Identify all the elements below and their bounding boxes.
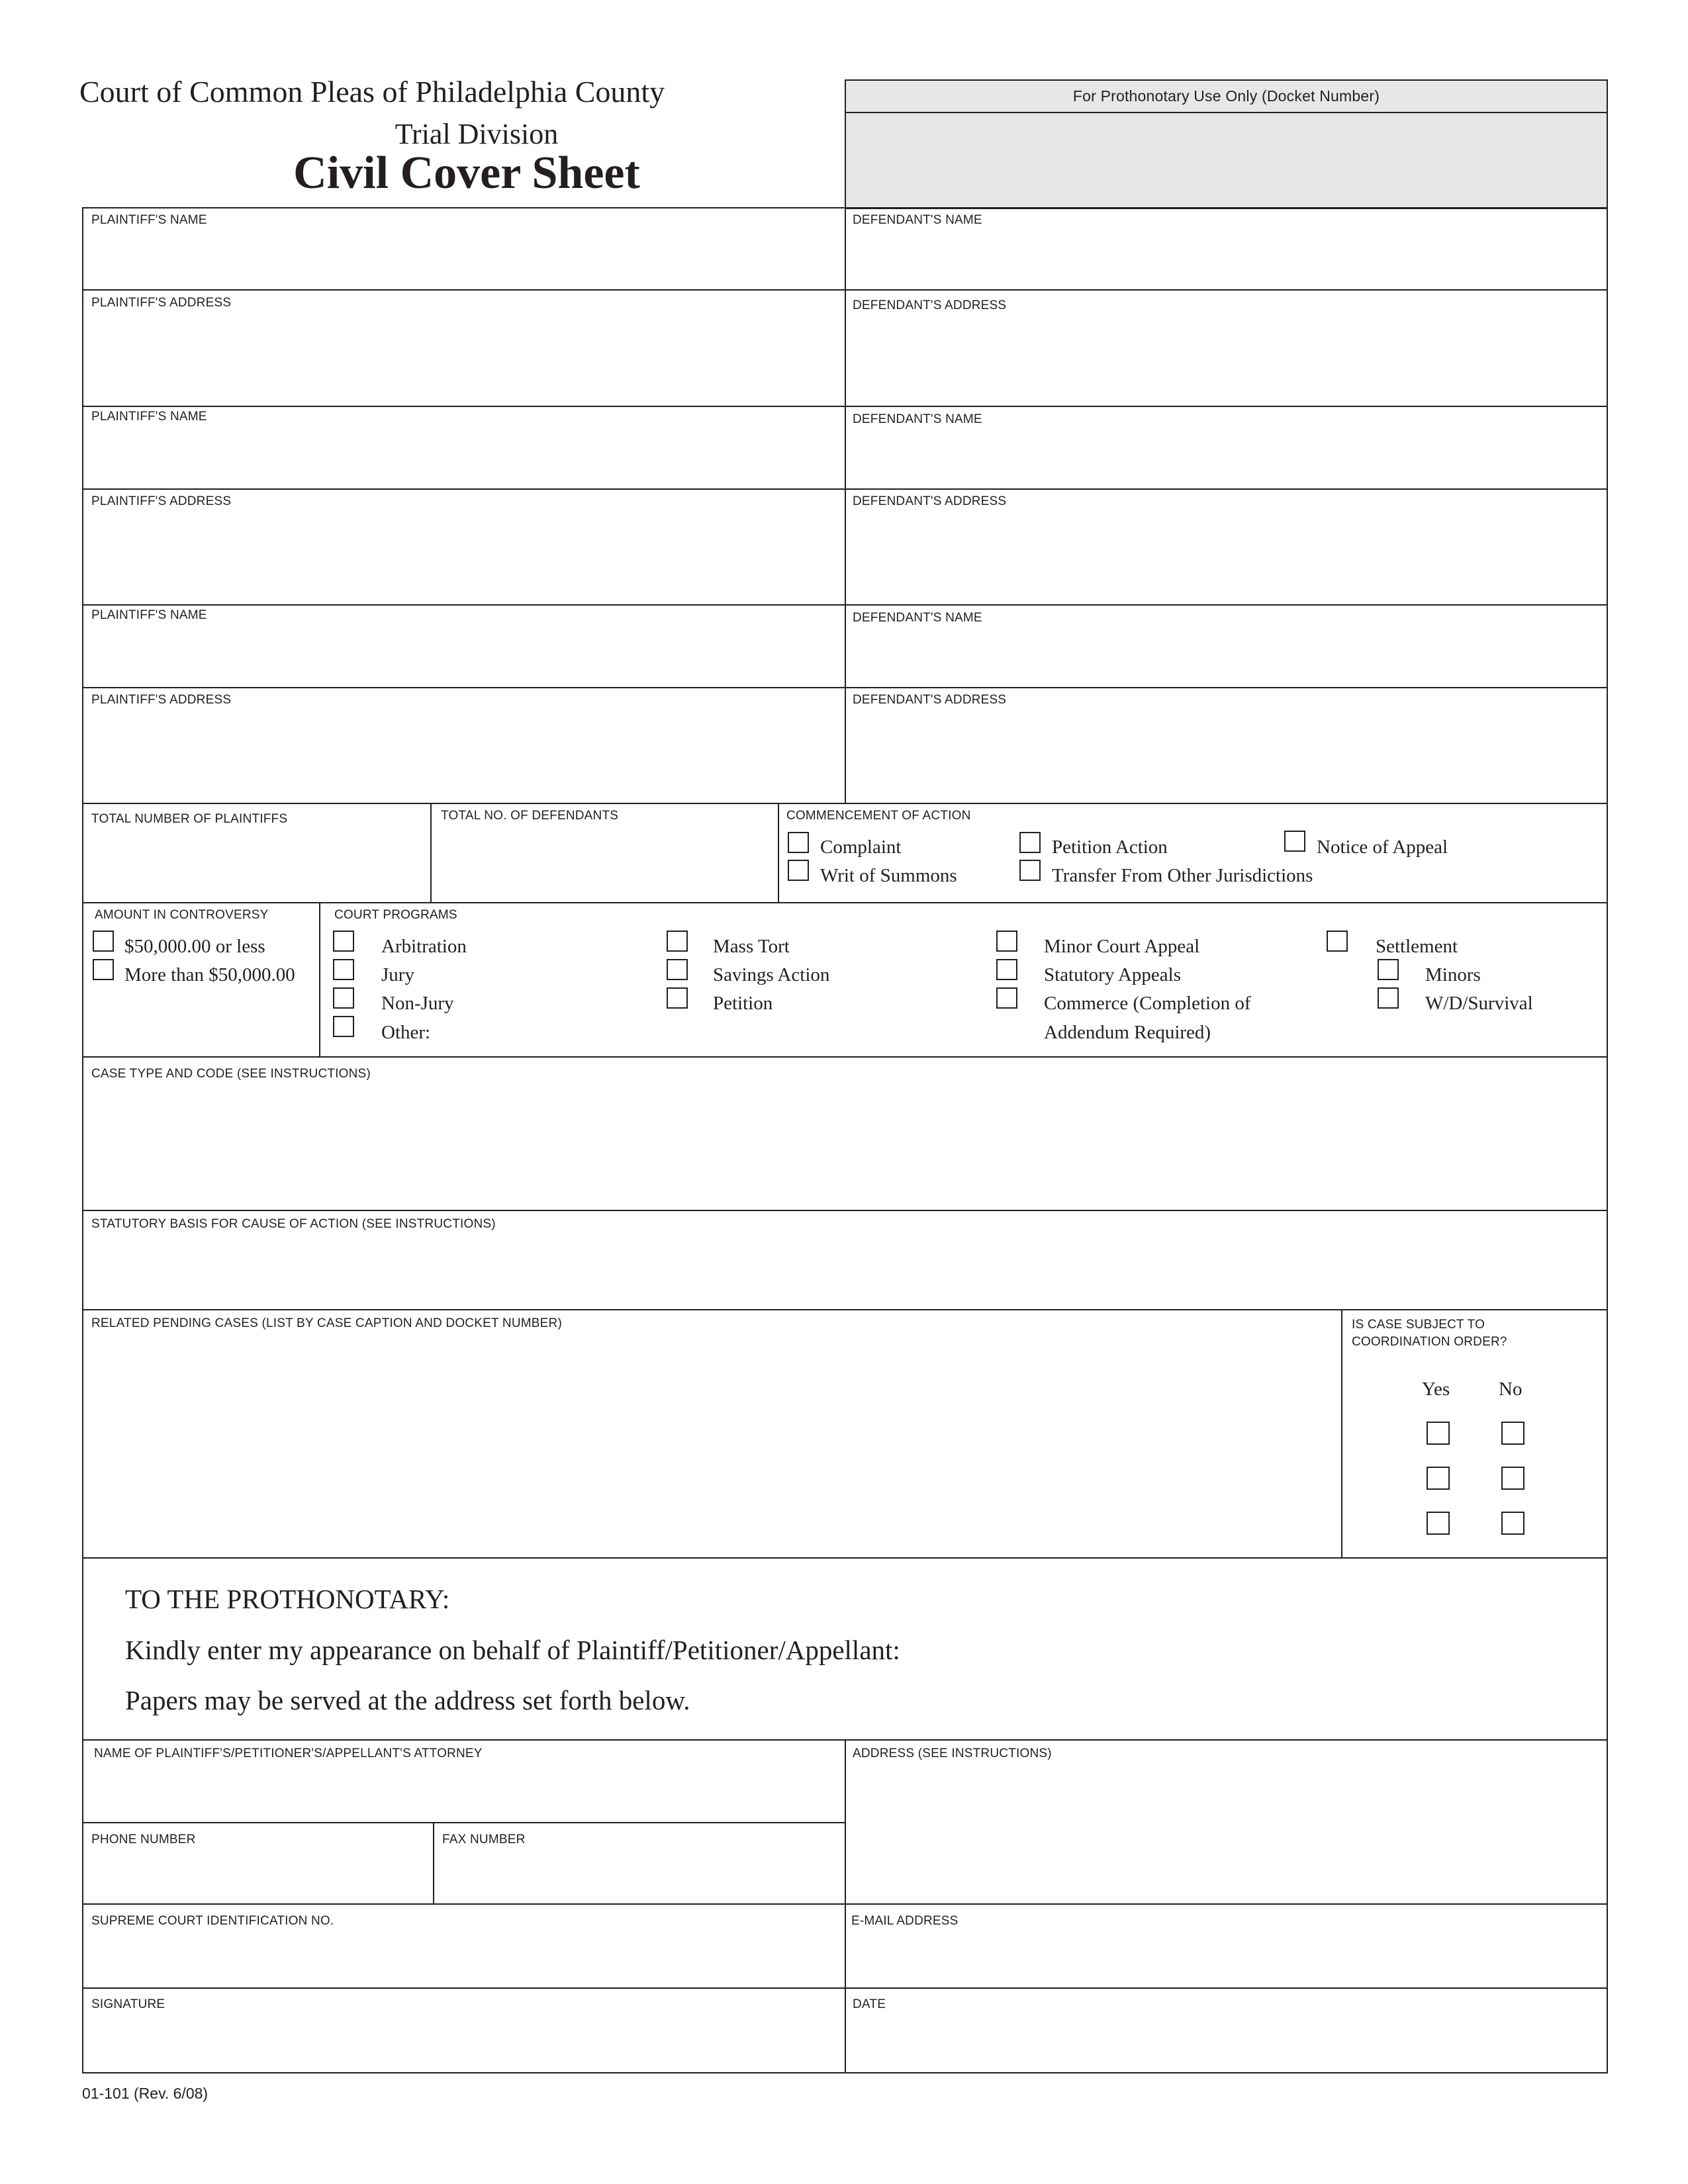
fax-field[interactable] (436, 1849, 843, 1902)
court-name: Court of Common Pleas of Philadelphia County (79, 75, 665, 109)
divider (82, 2072, 1608, 2073)
coordination-label: IS CASE SUBJECT TO (1352, 1318, 1485, 1332)
arbitration-label: Arbitration (381, 936, 467, 957)
amount-less-label: $50,000.00 or less (124, 936, 265, 957)
divider (82, 1056, 1608, 1058)
date-field[interactable] (847, 2014, 1605, 2071)
complaint-checkbox[interactable] (788, 832, 809, 853)
coordination-label-continued: COORDINATION ORDER? (1352, 1335, 1507, 1349)
attorney-address-field[interactable] (847, 1763, 1605, 1902)
attorney-name-label: NAME OF PLAINTIFF'S/PETITIONER'S/APPELLANT'S ATTORNEY (94, 1747, 483, 1760)
address-label: ADDRESS (SEE INSTRUCTIONS) (853, 1747, 1052, 1760)
plaintiff-address-field[interactable] (85, 511, 843, 602)
defendant-name-field[interactable] (847, 429, 1605, 487)
coordination-yes-checkbox[interactable] (1427, 1467, 1450, 1490)
settlement-label: Settlement (1376, 936, 1458, 957)
divider (845, 112, 1608, 113)
plaintiff-address-label: PLAINTIFF'S ADDRESS (91, 296, 232, 310)
plaintiff-name-label: PLAINTIFF'S NAME (91, 410, 207, 424)
supreme-court-id-label: SUPREME COURT IDENTIFICATION NO. (91, 1914, 334, 1928)
divider (82, 1309, 1608, 1310)
coordination-no-checkbox[interactable] (1501, 1422, 1524, 1445)
divider (845, 207, 846, 803)
petition-action-checkbox[interactable] (1019, 832, 1041, 853)
plaintiff-name-label: PLAINTIFF'S NAME (91, 608, 207, 622)
minors-label: Minors (1425, 964, 1481, 985)
statutory-basis-field[interactable] (85, 1234, 1605, 1308)
total-plaintiffs-label: TOTAL NUMBER OF PLAINTIFFS (91, 812, 288, 826)
statement-appearance: Kindly enter my appearance on behalf of Plaintiff/Petitioner/Appellant: (125, 1635, 900, 1665)
signature-label: SIGNATURE (91, 1997, 165, 2011)
email-field[interactable] (847, 1931, 1605, 1986)
jury-checkbox[interactable] (333, 959, 354, 980)
defendant-name-label: DEFENDANT'S NAME (853, 611, 982, 625)
yes-label: Yes (1422, 1379, 1450, 1400)
mass-tort-checkbox[interactable] (667, 931, 688, 952)
coordination-yes-checkbox[interactable] (1427, 1422, 1450, 1445)
minor-court-appeal-checkbox[interactable] (996, 931, 1017, 952)
statement-service: Papers may be served at the address set forth below. (125, 1685, 690, 1715)
form-number: 01-101 (Rev. 6/08) (82, 2085, 209, 2102)
amount-label: AMOUNT IN CONTROVERSY (95, 908, 269, 922)
divider (845, 1739, 846, 2072)
plaintiff-address-field[interactable] (85, 311, 843, 404)
complaint-label: Complaint (820, 837, 902, 858)
fax-label: FAX NUMBER (442, 1833, 526, 1846)
defendant-address-label: DEFENDANT'S ADDRESS (853, 693, 1007, 707)
divider (82, 1210, 1608, 1211)
divider (82, 1557, 1608, 1559)
signature-field[interactable] (85, 2014, 843, 2071)
writ-of-summons-label: Writ of Summons (820, 865, 957, 886)
non-jury-label: Non-Jury (381, 993, 454, 1014)
commerce-label: Commerce (Completion of (1044, 993, 1251, 1014)
other-label: Other: (381, 1022, 431, 1043)
petition-label: Petition (713, 993, 773, 1014)
commerce-checkbox[interactable] (996, 987, 1017, 1009)
defendant-name-field[interactable] (847, 228, 1605, 288)
case-type-label: CASE TYPE AND CODE (SEE INSTRUCTIONS) (91, 1067, 371, 1081)
savings-action-checkbox[interactable] (667, 959, 688, 980)
non-jury-checkbox[interactable] (333, 987, 354, 1009)
commencement-label: COMMENCEMENT OF ACTION (786, 809, 971, 823)
docket-number-field[interactable] (847, 114, 1606, 206)
total-defendants-field[interactable] (433, 826, 776, 900)
petition-checkbox[interactable] (667, 987, 688, 1009)
defendant-address-label: DEFENDANT'S ADDRESS (853, 494, 1007, 508)
statement-heading: TO THE PROTHONOTARY: (125, 1584, 450, 1614)
phone-field[interactable] (85, 1849, 432, 1902)
minor-court-appeal-label: Minor Court Appeal (1044, 936, 1200, 957)
defendant-name-label: DEFENDANT'S NAME (853, 412, 982, 426)
divider (82, 803, 1608, 804)
date-label: DATE (853, 1997, 886, 2011)
defendant-address-field[interactable] (847, 511, 1605, 602)
divider (433, 1822, 434, 1903)
minors-checkbox[interactable] (1378, 959, 1399, 980)
settlement-checkbox[interactable] (1327, 931, 1348, 952)
related-cases-label: RELATED PENDING CASES (LIST BY CASE CAPTION AND DOCKET NUMBER) (91, 1316, 562, 1330)
amount-less-checkbox[interactable] (93, 931, 114, 952)
transfer-checkbox[interactable] (1019, 860, 1041, 881)
related-cases-field[interactable] (85, 1333, 1339, 1555)
case-type-field[interactable] (85, 1083, 1605, 1208)
defendant-address-field[interactable] (847, 709, 1605, 801)
mass-tort-label: Mass Tort (713, 936, 790, 957)
savings-action-label: Savings Action (713, 964, 830, 985)
divider (430, 803, 432, 902)
no-label: No (1499, 1379, 1523, 1400)
docket-label: For Prothonotary Use Only (Docket Number) (1072, 87, 1380, 105)
plaintiff-name-field[interactable] (85, 426, 843, 487)
division-name: Trial Division (395, 118, 559, 150)
divider (319, 902, 320, 1056)
court-programs-label: COURT PROGRAMS (334, 908, 457, 922)
statutory-appeals-label: Statutory Appeals (1044, 964, 1182, 985)
divider (1341, 1309, 1342, 1557)
form-border-right (1607, 207, 1608, 2073)
jury-label: Jury (381, 964, 414, 985)
commerce-label-continued: Addendum Required) (1044, 1022, 1211, 1043)
statutory-appeals-checkbox[interactable] (996, 959, 1017, 980)
writ-of-summons-checkbox[interactable] (788, 860, 809, 881)
plaintiff-address-field[interactable] (85, 709, 843, 801)
defendant-address-label: DEFENDANT'S ADDRESS (853, 298, 1007, 312)
plaintiff-name-label: PLAINTIFF'S NAME (91, 213, 207, 227)
wd-survival-checkbox[interactable] (1378, 987, 1399, 1009)
divider (82, 1822, 845, 1823)
plaintiff-address-label: PLAINTIFF'S ADDRESS (91, 494, 232, 508)
defendant-address-field[interactable] (847, 314, 1605, 404)
plaintiff-name-field[interactable] (85, 228, 843, 288)
coordination-no-checkbox[interactable] (1501, 1467, 1524, 1490)
statutory-basis-label: STATUTORY BASIS FOR CAUSE OF ACTION (SEE INSTRUCTIONS) (91, 1217, 496, 1231)
divider (778, 803, 779, 902)
other-checkbox[interactable] (333, 1016, 354, 1037)
total-plaintiffs-field[interactable] (85, 829, 429, 900)
form-border-left (82, 207, 83, 2073)
attorney-name-field[interactable] (85, 1763, 843, 1820)
coordination-yes-checkbox[interactable] (1427, 1512, 1450, 1535)
divider (82, 902, 1608, 903)
supreme-court-id-field[interactable] (85, 1931, 843, 1986)
email-label: E-MAIL ADDRESS (851, 1914, 959, 1928)
notice-of-appeal-label: Notice of Appeal (1317, 837, 1448, 858)
plaintiff-name-field[interactable] (85, 625, 843, 686)
coordination-no-checkbox[interactable] (1501, 1512, 1524, 1535)
defendant-name-label: DEFENDANT'S NAME (853, 213, 982, 227)
petition-action-label: Petition Action (1052, 837, 1168, 858)
amount-more-checkbox[interactable] (93, 959, 114, 980)
phone-label: PHONE NUMBER (91, 1833, 196, 1846)
arbitration-checkbox[interactable] (333, 931, 354, 952)
defendant-name-field[interactable] (847, 627, 1605, 686)
notice-of-appeal-checkbox[interactable] (1284, 831, 1305, 852)
transfer-label: Transfer From Other Jurisdictions (1052, 865, 1313, 886)
plaintiff-address-label: PLAINTIFF'S ADDRESS (91, 693, 232, 707)
total-defendants-label: TOTAL NO. OF DEFENDANTS (441, 809, 619, 823)
page-title: Civil Cover Sheet (293, 148, 640, 199)
amount-more-label: More than $50,000.00 (124, 964, 295, 985)
wd-survival-label: W/D/Survival (1425, 993, 1533, 1014)
